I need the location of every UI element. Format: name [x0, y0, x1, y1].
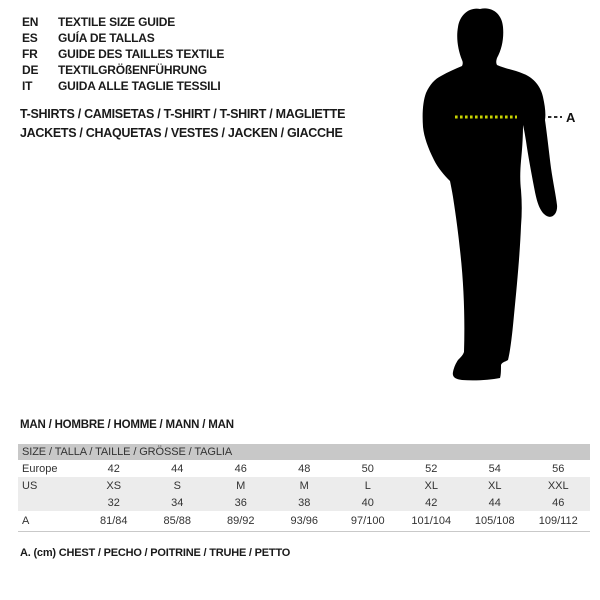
size-table-header-row [18, 444, 590, 460]
size-row-us [18, 477, 590, 494]
size-cell: 101/104 [400, 511, 464, 531]
language-row-fr [22, 46, 224, 62]
size-cell: 97/100 [336, 511, 400, 531]
row-label: Europe [22, 462, 58, 475]
measure-label-a: A [566, 110, 576, 125]
language-code: FR [22, 47, 38, 61]
size-cell: 38 [273, 494, 337, 511]
language-row-en [22, 14, 224, 30]
row-label [18, 494, 82, 511]
size-cell: 40 [336, 494, 400, 511]
product-types-line1: T-SHIRTS / CAMISETAS / T-SHIRT / T-SHIRT / MAGLIETTE [20, 107, 346, 121]
language-label: GUIDE DES TAILLES TEXTILE [58, 47, 225, 61]
size-cell: 109/112 [527, 511, 591, 531]
size-cell: 93/96 [273, 511, 337, 531]
language-code: DE [22, 63, 39, 77]
size-cell: XL [463, 477, 527, 494]
language-row-it [22, 78, 224, 94]
size-cell: L [336, 477, 400, 494]
language-label: GUIDA ALLE TAGLIE TESSILI [58, 79, 221, 93]
product-types [20, 105, 345, 142]
language-label: GUÍA DE TALLAS [58, 31, 155, 45]
size-cell: 81/84 [82, 511, 146, 531]
language-code: ES [22, 31, 38, 45]
row-label: US [18, 477, 82, 494]
man-silhouette [423, 8, 557, 380]
size-row-us-numeric [18, 494, 590, 511]
size-cell: 46 [527, 494, 591, 511]
size-cell: 42 [400, 494, 464, 511]
language-code: IT [22, 79, 33, 93]
size-cell: 56 [552, 462, 565, 475]
language-guide-list [22, 14, 224, 94]
row-label: A [18, 511, 82, 531]
size-cell: 34 [146, 494, 210, 511]
size-cell: M [273, 477, 337, 494]
size-row-europe [18, 460, 590, 477]
size-cell: 105/108 [463, 511, 527, 531]
size-table [18, 444, 590, 532]
size-cell: XS [82, 477, 146, 494]
size-cell: 36 [209, 494, 273, 511]
language-row-es [22, 30, 224, 46]
man-silhouette-figure [390, 0, 600, 400]
size-cell: M [209, 477, 273, 494]
product-types-line2: JACKETS / CHAQUETAS / VESTES / JACKEN / GIACCHE [20, 125, 343, 140]
language-row-de [22, 62, 224, 78]
size-cell: 32 [82, 494, 146, 511]
size-cell: 52 [425, 462, 438, 475]
size-cell: 44 [171, 462, 184, 475]
language-label: TEXTILGRÖßENFÜHRUNG [58, 63, 207, 77]
measurement-footnote: A. (cm) CHEST / PECHO / POITRINE / TRUHE / PETTO [20, 547, 291, 559]
size-cell: 42 [107, 462, 120, 475]
size-cell: 44 [463, 494, 527, 511]
size-cell: 54 [488, 462, 501, 475]
size-cell: 46 [234, 462, 247, 475]
size-cell: 50 [361, 462, 374, 475]
size-cell: XL [400, 477, 464, 494]
size-cell: 89/92 [209, 511, 273, 531]
language-code: EN [22, 15, 39, 29]
size-cell: 85/88 [146, 511, 210, 531]
size-cell: 48 [298, 462, 311, 475]
size-cell: S [146, 477, 210, 494]
size-table-header: SIZE / TALLA / TAILLE / GRÖSSE / TAGLIA [18, 444, 590, 460]
size-row-chest-a [18, 511, 590, 531]
language-label: TEXTILE SIZE GUIDE [58, 15, 176, 29]
section-heading-man: MAN / HOMBRE / HOMME / MANN / MAN [20, 419, 234, 431]
size-cell: XXL [527, 477, 591, 494]
